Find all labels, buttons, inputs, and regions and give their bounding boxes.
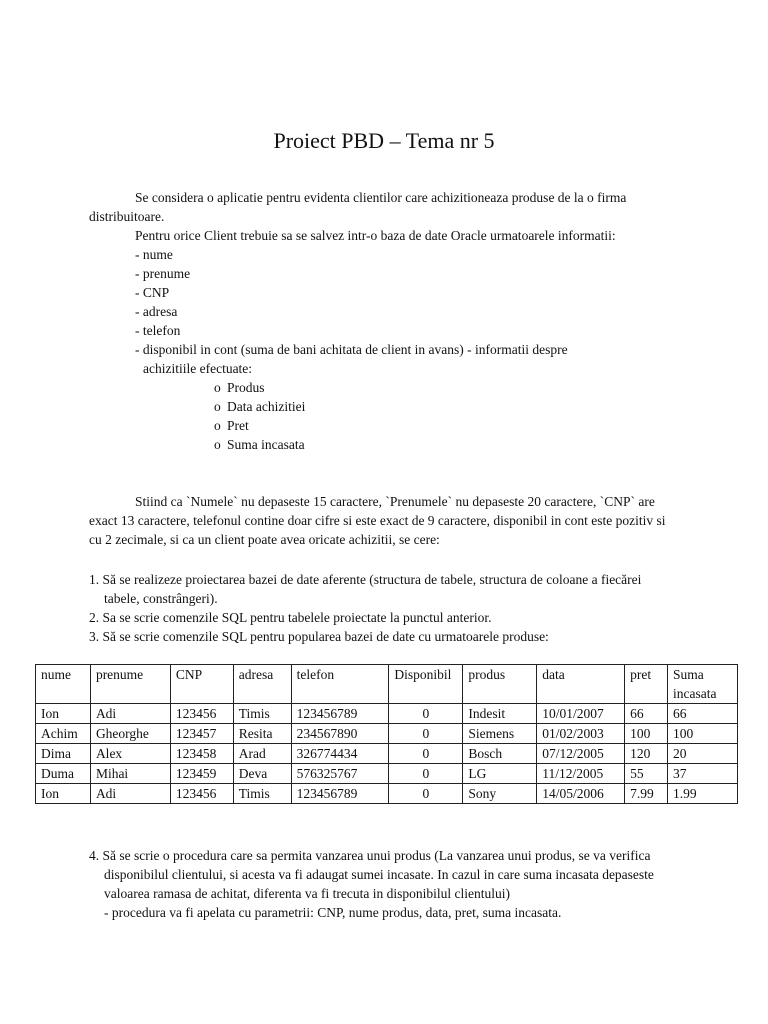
table-cell: Timis xyxy=(233,704,291,724)
column-header: Suma incasata xyxy=(668,665,738,704)
column-header: data xyxy=(537,665,625,704)
constraints-paragraph: Stiind ca `Numele` nu depaseste 15 caractere, `Prenumele` nu depaseste 20 caractere, `CNP` are exact 13 caractere, telefonul contine doar cifre si este exact de 9 caractere, disponibil in cont este pozitiv si cu 2 zecimale, si ca un client poate avea oricate achizitii, se cere: xyxy=(89,494,666,547)
table-cell: 234567890 xyxy=(291,724,389,744)
table-header-row xyxy=(36,665,738,704)
client-fields-list xyxy=(89,245,679,378)
subfield-item xyxy=(89,397,679,416)
table-row xyxy=(36,764,738,784)
table-cell: 123456 xyxy=(170,784,233,804)
task-item: 1. Să se realizeze proiectarea bazei de date aferente (structura de tabele, structura de coloane a fiecărei tabele, constrângeri). xyxy=(89,572,642,606)
table-cell: 123456 xyxy=(170,704,233,724)
table-cell: 07/12/2005 xyxy=(537,744,625,764)
table-cell: Achim xyxy=(36,724,91,744)
table-cell: Deva xyxy=(233,764,291,784)
task-4-section xyxy=(89,846,689,922)
subfield-item xyxy=(89,435,679,454)
field-item: - adresa xyxy=(135,304,178,319)
table-cell: 1.99 xyxy=(668,784,738,804)
column-header: telefon xyxy=(291,665,389,704)
subfield-item xyxy=(89,378,679,397)
table-cell: Siemens xyxy=(463,724,537,744)
table-cell: Adi xyxy=(90,784,170,804)
table-cell: 11/12/2005 xyxy=(537,764,625,784)
bullet-marker: o xyxy=(214,437,221,452)
task-item: 2. Sa se scrie comenzile SQL pentru tabelele proiectate la punctul anterior. xyxy=(89,610,492,625)
table-row xyxy=(36,784,738,804)
table-cell: Arad xyxy=(233,744,291,764)
page-title: Proiect PBD – Tema nr 5 xyxy=(273,128,495,153)
table-row xyxy=(36,704,738,724)
tasks-list xyxy=(89,570,679,646)
bullet-marker: o xyxy=(214,399,221,414)
products-table xyxy=(35,664,738,804)
table-cell: 0 xyxy=(389,724,463,744)
table-cell: 0 xyxy=(389,744,463,764)
table-cell: 100 xyxy=(668,724,738,744)
table-cell: Gheorghe xyxy=(90,724,170,744)
table-row xyxy=(36,744,738,764)
table-cell: Alex xyxy=(90,744,170,764)
table-cell: Resita xyxy=(233,724,291,744)
table-cell: 123456789 xyxy=(291,704,389,724)
bullet-marker: o xyxy=(214,418,221,433)
table-cell: LG xyxy=(463,764,537,784)
table-cell: Ion xyxy=(36,704,91,724)
table-cell: 100 xyxy=(625,724,668,744)
subfield-item xyxy=(89,416,679,435)
table-cell: Dima xyxy=(36,744,91,764)
table-cell: 0 xyxy=(389,764,463,784)
table-row xyxy=(36,724,738,744)
column-header: adresa xyxy=(233,665,291,704)
table-cell: 20 xyxy=(668,744,738,764)
table-cell: Mihai xyxy=(90,764,170,784)
field-item: - prenume xyxy=(135,266,191,281)
table-cell: 123457 xyxy=(170,724,233,744)
table-cell: Adi xyxy=(90,704,170,724)
column-header: nume xyxy=(36,665,91,704)
column-header: CNP xyxy=(170,665,233,704)
purchase-fields-list xyxy=(89,378,679,454)
column-header: pret xyxy=(625,665,668,704)
table-cell: 0 xyxy=(389,784,463,804)
table-cell: 123456789 xyxy=(291,784,389,804)
field-item: - telefon xyxy=(135,323,181,338)
task-item: 3. Să se scrie comenzile SQL pentru popularea bazei de date cu urmatoarele produse: xyxy=(89,629,549,644)
table-cell: 10/01/2007 xyxy=(537,704,625,724)
field-item: - disponibil in cont (suma de bani achitata de client in avans) - informatii despre xyxy=(135,342,568,357)
intro-paragraph-2: Pentru orice Client trebuie sa se salvez intr-o baza de date Oracle urmatoarele informatii: xyxy=(135,228,616,243)
subfield-label: Pret xyxy=(227,418,249,433)
subfield-label: Data achizitiei xyxy=(227,399,306,414)
table-cell: 120 xyxy=(625,744,668,764)
table-cell: 66 xyxy=(668,704,738,724)
table-cell: 576325767 xyxy=(291,764,389,784)
table-cell: 326774434 xyxy=(291,744,389,764)
field-item: - nume xyxy=(135,247,173,262)
column-header: produs xyxy=(463,665,537,704)
task-item: 4. Să se scrie o procedura care sa permita vanzarea unui produs (La vanzarea unui produs, se va verifica disponibilul clientului, si acesta va fi adaugat sumei incasate. In cazul in care suma incasata depaseste valoarea ramasa de achitat, diferenta va fi trecuta in disponibilul clientului) xyxy=(89,848,654,901)
table-cell: Indesit xyxy=(463,704,537,724)
table-cell: 7.99 xyxy=(625,784,668,804)
column-header: Disponibil xyxy=(389,665,463,704)
column-header: prenume xyxy=(90,665,170,704)
table-cell: 55 xyxy=(625,764,668,784)
field-item: - CNP xyxy=(135,285,170,300)
table-cell: Duma xyxy=(36,764,91,784)
table-cell: 0 xyxy=(389,704,463,724)
table-cell: 123458 xyxy=(170,744,233,764)
table-cell: 66 xyxy=(625,704,668,724)
intro-paragraph-1: Se considera o aplicatie pentru evidenta clientilor care achizitioneaza produse de la o firma distribuitoare. xyxy=(89,190,627,224)
field-item-continuation: achizitiile efectuate: xyxy=(143,361,253,376)
subfield-label: Suma incasata xyxy=(227,437,305,452)
intro-section xyxy=(89,188,679,454)
subfield-label: Produs xyxy=(227,380,265,395)
table-cell: Ion xyxy=(36,784,91,804)
table-cell: 123459 xyxy=(170,764,233,784)
table-cell: 37 xyxy=(668,764,738,784)
task-4-note: - procedura va fi apelata cu parametrii: CNP, nume produs, data, pret, suma incasata. xyxy=(104,905,562,920)
table-cell: Timis xyxy=(233,784,291,804)
table-cell: Bosch xyxy=(463,744,537,764)
table-cell: 01/02/2003 xyxy=(537,724,625,744)
table-cell: Sony xyxy=(463,784,537,804)
table-cell: 14/05/2006 xyxy=(537,784,625,804)
bullet-marker: o xyxy=(214,380,221,395)
